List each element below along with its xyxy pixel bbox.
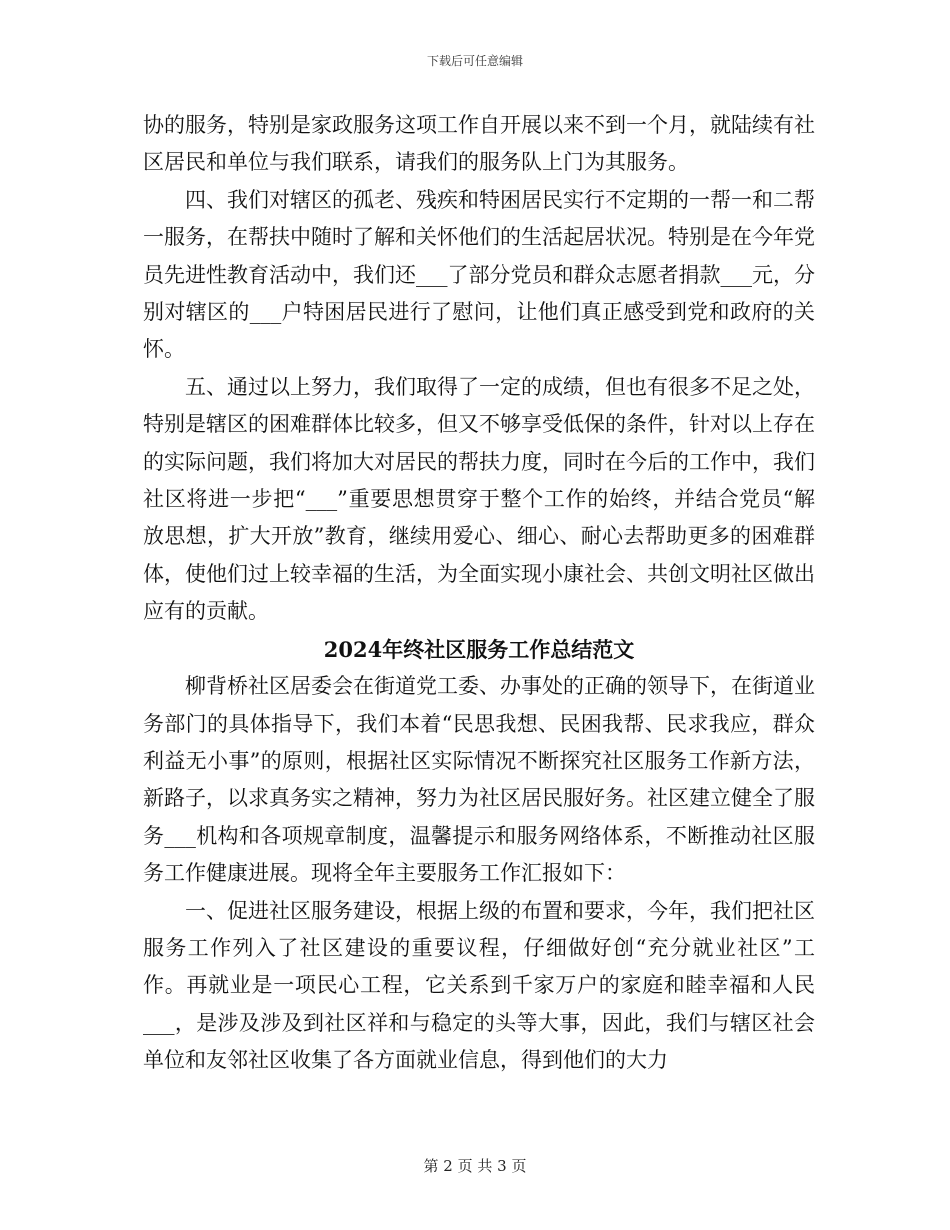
page-header: 下载后可任意编辑: [426, 54, 523, 68]
document-body: [143, 107, 815, 1080]
paragraph-item-one: 一、促进社区服务建设，根据上级的布置和要求，今年，我们把社区服务工作列入了社区建设的重要议程，仔细做好创“充分就业社区”工作。再就业是一项民心工程，它关系到千家万户的家庭和睦幸福和人民___，是涉及涉及到社区祥和与稳定的头等大事，因此，我们与辖区社会单位和友邻社区收集了各方面就业信息，得到他们的大力: [143, 898, 815, 1073]
paragraph-intro: 柳背桥社区居委会在街道党工委、办事处的正确的领导下，在街道业务部门的具体指导下，我们本着“民思我想、民困我帮、民求我应，群众利益无小事”的原则，根据社区实际情况不断探究社区服务工作新方法，新路子，以求真务实之精神，努力为社区居民服好务。社区建立健全了服务___机构和各项规章制度，温馨提示和服务网络体系，不断推动社区服务工作健康进展。现将全年主要服务工作汇报如下：: [143, 674, 815, 886]
section-title: 2024年终社区服务工作总结范文: [323, 636, 635, 662]
paragraph-continuation: 协的服务，特别是家政服务这项工作自开展以来不到一个月，就陆续有社区居民和单位与我们联系，请我们的服务队上门为其服务。: [143, 113, 815, 175]
paragraph-item-four: 四、我们对辖区的孤老、残疾和特困居民实行不定期的一帮一和二帮一服务，在帮扶中随时了解和关怀他们的生活起居状况。特别是在今年党员先进性教育活动中，我们还___了部分党员和群众志愿者捐款___元，分别对辖区的___户特困居民进行了慰问，让他们真正感受到党和政府的关怀。: [143, 187, 815, 362]
page-number: 第 2 页 共 3 页: [423, 1157, 527, 1175]
paragraph-item-five: 五、通过以上努力，我们取得了一定的成绩，但也有很多不足之处，特别是辖区的困难群体比较多，但又不够享受低保的条件，针对以上存在的实际问题，我们将加大对居民的帮扶力度，同时在今后的工作中，我们社区将进一步把“___”重要思想贯穿于整个工作的始终，并结合党员“解放思想，扩大开放”教育，继续用爱心、细心、耐心去帮助更多的困难群体，使他们过上较幸福的生活，为全面实现小康社会、共创文明社区做出应有的贡献。: [143, 374, 815, 624]
